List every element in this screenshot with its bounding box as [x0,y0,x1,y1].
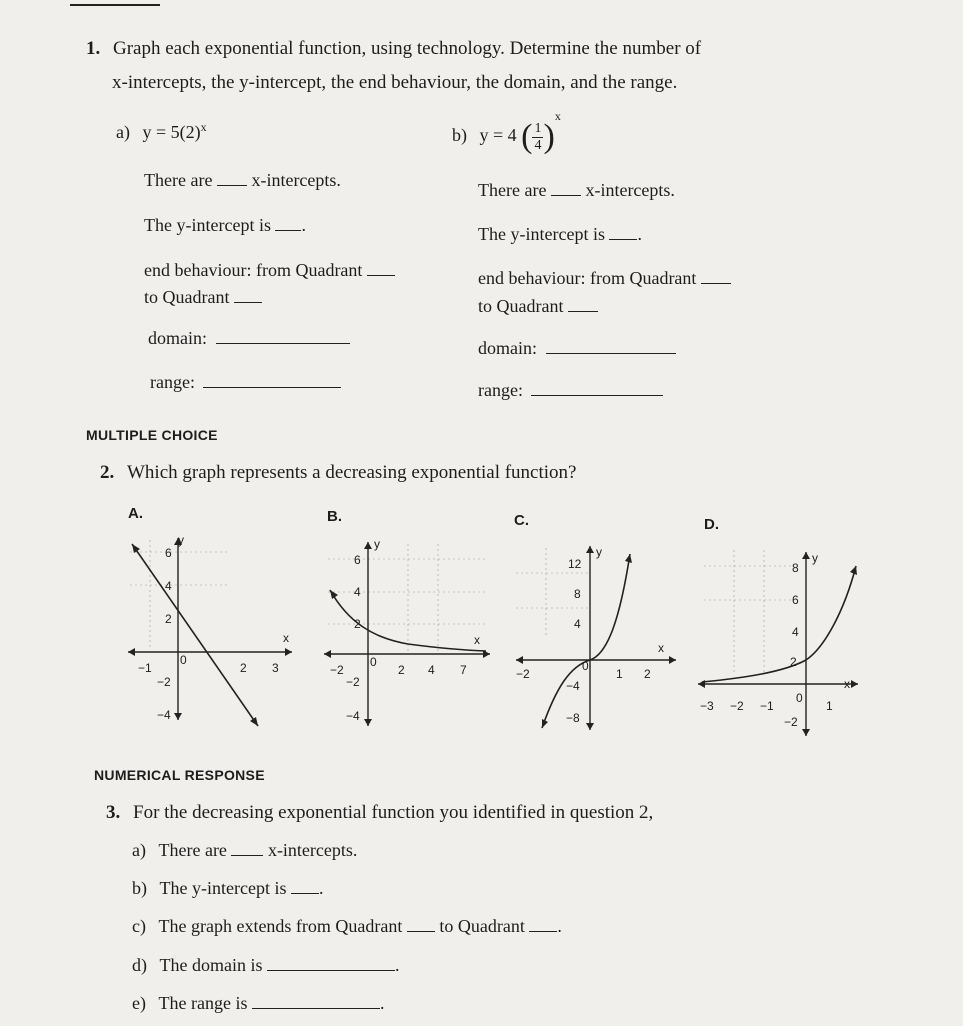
q1a-end-text: end behaviour: from Quadrant [144,260,363,280]
graph-d-xtick-neg2: −2 [730,699,744,713]
q3c-from-blank[interactable] [407,917,435,932]
q3-row [106,802,653,824]
q1b-x-intercepts-text: x-intercepts. [585,180,675,200]
graph-b-ylabel: y [374,537,380,551]
q1b-intercepts-row [478,180,675,201]
graph-c-ylabel: y [596,545,602,559]
q1b-range-blank[interactable] [531,381,663,396]
graph-c-xtick-2: 2 [644,667,651,681]
q1b-range-text: range: [478,380,523,400]
q1-number: 1. [86,38,101,59]
graph-a-xtick-3: 3 [272,661,279,675]
graph-c-ytick-neg4: −4 [566,679,580,693]
graph-b-ytick-2: 2 [354,617,361,631]
q1b-domain-text: domain: [478,338,537,358]
q1a-exponent: x [200,120,207,134]
q3b-row: b) The y-intercept is . [132,878,324,898]
graph-d-xlabel: x [844,677,850,691]
q1a-domain-text: domain: [148,328,207,348]
q1b-yint-text: The y-intercept is [478,224,605,244]
q1-text-line2: x-intercepts, the y-intercept, the end behaviour, the domain, and the range. [112,72,678,93]
q1b-yint-blank[interactable] [609,225,637,240]
graph-b[interactable] [318,534,498,734]
q3a-row [132,840,357,861]
q1a-to-row [144,287,262,308]
graph-a-x-arrow-left [128,648,135,656]
q1-text-line1: Graph each exponential function, using technology. Determine the number of [113,38,702,59]
q1a-there-are: There are [144,170,213,190]
q3a-after: x-intercepts. [267,840,358,860]
graph-c-y-arrow-up [586,546,594,553]
graph-d-ylabel: y [812,551,818,565]
graph-b-y-arrow-up [364,542,372,549]
q1b-end-text: end behaviour: from Quadrant [478,268,697,288]
q3-text: For the decreasing exponential function you identified in question 2, [133,802,654,823]
q2-number: 2. [100,462,115,483]
graph-c-ytick-neg8: −8 [566,711,580,725]
q3a-text: There are [158,840,227,860]
page-top-rule [70,0,160,6]
graph-c-ytick-8: 8 [574,587,581,601]
graph-b-xtick-neg2: −2 [330,663,344,677]
option-b-label[interactable]: B. [327,508,342,525]
q1a-x-intercepts-text: x-intercepts. [251,170,341,190]
graph-c-curve-arrow-top [625,554,632,563]
graph-c-xtick-neg2: −2 [516,667,530,681]
graph-a-ytick-neg2: −2 [157,675,171,689]
q1-line1 [86,38,701,60]
q1a-range-text: range: [150,372,195,392]
graph-b-ytick-neg4: −4 [346,709,360,723]
q1b-to-text: to Quadrant [478,296,564,316]
graph-d-origin: 0 [796,691,803,705]
graph-d-ytick-6: 6 [792,593,799,607]
graph-b-y-arrow-down [364,719,372,726]
option-a-label[interactable]: A. [128,505,143,522]
q3e-text: The range is [158,993,248,1013]
q1b-end-row [478,268,731,289]
q1a-to-text: to Quadrant [144,287,230,307]
q3d-row: d) The domain is . [132,955,400,975]
q1a-domain-blank[interactable] [216,329,350,344]
q1b-to-row [478,296,598,317]
q3c-mid: to Quadrant [439,916,525,936]
graph-d-y-arrow-down [802,729,810,736]
graph-d-curve [702,566,856,682]
q1b-equation: y = 4 [479,125,517,146]
q3c-to-blank[interactable] [529,917,557,932]
q1a-equation-row [116,120,207,143]
q1b-to-quadrant-blank[interactable] [568,297,598,312]
graph-b-xtick-2: 2 [398,663,405,677]
q3b-label: b) [132,878,147,898]
multiple-choice-header: MULTIPLE CHOICE [86,427,218,443]
q2-row [100,462,576,484]
graph-d-y-arrow-up [802,552,810,559]
graph-a-x-arrow-right [285,648,292,656]
q3d-blank[interactable] [267,956,395,971]
graph-a-xtick-2: 2 [240,661,247,675]
q1a-yint-row: The y-intercept is . [144,215,306,235]
q3b-blank[interactable] [291,879,319,894]
graph-c[interactable] [508,538,688,738]
q1a-range-blank[interactable] [203,373,341,388]
q3e-label: e) [132,993,146,1013]
q1b-fraction [532,121,543,154]
q1b-domain-blank[interactable] [546,339,676,354]
q1a-to-quadrant-blank[interactable] [234,288,262,303]
graph-a-xtick-neg1: −1 [138,661,152,675]
q1b-exponent: x [554,109,561,124]
q1b-range-row [478,380,663,401]
q3a-blank[interactable] [231,841,263,856]
graph-a-line-arrow-end [250,717,258,726]
q1b-right-paren: ) [543,118,555,155]
q1a-yint-text: The y-intercept is [144,215,271,235]
graph-b-ytick-neg2: −2 [346,675,360,689]
graph-d-xtick-1: 1 [826,699,833,713]
graph-a-ytick-4: 4 [165,579,172,593]
q1a-yint-blank[interactable] [275,216,301,231]
graph-c-curve [542,554,630,728]
graph-c-ytick-12: 12 [568,557,582,571]
option-c-label[interactable]: C. [514,512,529,529]
q3a-label: a) [132,840,146,860]
q1b-label: b) [452,125,467,146]
graph-d[interactable] [694,542,874,742]
graph-c-xtick-1: 1 [616,667,623,681]
q2-text: Which graph represents a decreasing exponential function? [127,462,577,483]
graph-b-xtick-4: 4 [428,663,435,677]
graph-c-ytick-4: 4 [574,617,581,631]
graph-a-line [132,544,258,726]
graph-c-xlabel: x [658,641,664,655]
q3-number: 3. [106,802,121,823]
q1a-from-quadrant-blank[interactable] [367,261,395,276]
q1a-xint-blank[interactable] [217,171,247,186]
graph-c-origin: 0 [582,659,589,673]
graph-d-ytick-8: 8 [792,561,799,575]
graph-a-ytick-neg4: −4 [157,708,171,722]
graph-b-ytick-6: 6 [354,553,361,567]
q1a-intercepts-row [144,170,341,191]
q3e-blank[interactable] [252,994,380,1009]
q1b-domain-row [478,338,676,359]
q1b-xint-blank[interactable] [551,181,581,196]
graph-a-ytick-6: 6 [165,546,172,560]
graph-d-ytick-neg2: −2 [784,715,798,729]
q1a-domain-row [148,328,350,349]
q1b-there-are: There are [478,180,547,200]
q1b-frac-num: 1 [534,120,542,136]
graph-c-y-arrow-down [586,723,594,730]
option-d-label[interactable]: D. [704,516,719,533]
graph-d-xtick-neg3: −3 [700,699,714,713]
graph-b-x-arrow-left [324,650,331,658]
graph-a-xlabel: x [283,631,289,645]
graph-a-y-arrow-down [174,713,182,720]
graph-b-xtick-7: 7 [460,663,467,677]
q1a-equation: y = 5(2) [142,122,201,142]
q3c-row: c) The graph extends from Quadrant to Quadrant . [132,916,562,936]
q1b-left-paren: ( [521,118,533,155]
q1a-range-row [150,372,341,393]
graph-b-curve-arrow [330,590,338,599]
numerical-response-header: NUMERICAL RESPONSE [94,767,265,783]
q3c-label: c) [132,916,146,936]
q1b-equation-row [452,109,561,156]
graph-c-x-arrow-left [516,656,523,664]
q3d-label: d) [132,955,147,975]
q1a-end-row [144,260,395,281]
graph-a-ylabel: y [178,533,184,547]
graph-d-ytick-2: 2 [790,655,797,669]
q1b-frac-den: 4 [534,137,542,153]
graph-a-line-arrow [132,544,140,553]
graph-a[interactable] [120,530,300,730]
q3d-text: The domain is [159,955,263,975]
graph-a-ytick-2: 2 [165,612,172,626]
graph-d-xtick-neg1: −1 [760,699,774,713]
q3b-text: The y-intercept is [159,878,287,898]
graph-b-xlabel: x [474,633,480,647]
graph-d-x-arrow-right [851,680,858,688]
graph-d-ytick-4: 4 [792,625,799,639]
graph-a-origin: 0 [180,653,187,667]
q1b-from-quadrant-blank[interactable] [701,269,731,284]
graph-b-ytick-4: 4 [354,585,361,599]
q1b-yint-row: The y-intercept is . [478,224,642,244]
graph-c-x-arrow-right [669,656,676,664]
graph-b-origin: 0 [370,655,377,669]
q3e-row: e) The range is . [132,993,385,1013]
q3c-text: The graph extends from Quadrant [158,916,403,936]
q1a-label: a) [116,122,130,142]
